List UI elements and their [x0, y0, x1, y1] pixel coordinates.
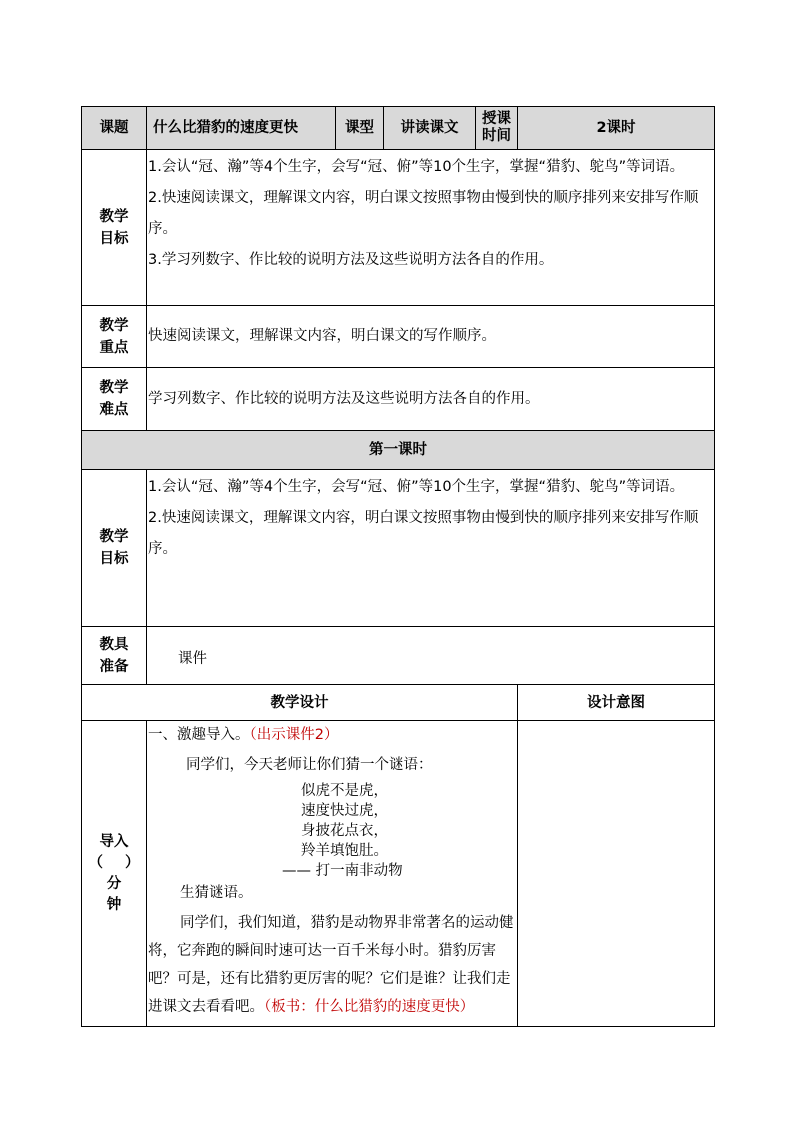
key-points-row [82, 306, 715, 368]
lesson1-goals-row [82, 470, 715, 627]
intro-heading-note: （出示课件2） [249, 727, 339, 743]
intro-label-line3: 钟 [106, 896, 122, 913]
intro-student: 生猜谜语。 [180, 885, 253, 901]
lesson1-goals-label [82, 470, 147, 627]
intro-lead: 同学们，今天老师让你们猜一个谜语： [186, 757, 433, 773]
type-label: 课型 [336, 107, 384, 150]
intro-paren-open: （ [88, 854, 103, 871]
key-points-label-text: 教学重点 [99, 317, 129, 356]
design-header-left: 教学设计 [82, 685, 518, 721]
riddle-answer: —— 打一南非动物 [282, 863, 403, 879]
goals-label-text: 教学目标 [99, 208, 129, 247]
lesson-plan-table [81, 106, 715, 1027]
lesson1-goals-content [147, 470, 715, 627]
lesson1-title-row [82, 431, 715, 470]
goals-label [82, 150, 147, 306]
goals-content [147, 150, 715, 306]
time-value: 2课时 [518, 107, 715, 150]
goal-item-3: 3.学习列数字、作比较的说明方法及这些说明方法各自的作用。 [148, 252, 554, 268]
difficulties-row [82, 368, 715, 431]
intro-heading [148, 721, 515, 749]
tools-label [82, 627, 147, 685]
intro-content [147, 721, 518, 1027]
riddle-line-1: 似虎不是虎， [301, 783, 388, 799]
lesson1-title: 第一课时 [82, 431, 715, 470]
riddle [148, 781, 515, 881]
intro-label-line1: 导入 [99, 833, 129, 850]
key-points-text: 快速阅读课文，理解课文内容，明白课文的写作顺序。 [147, 306, 715, 368]
design-header-right: 设计意图 [518, 685, 715, 721]
lesson1-goal-item-1: 1.会认“冠、瀚”等4个生字，会写“冠、俯”等10个生字，掌握“猎豹、鸵鸟”等词语。 [148, 479, 685, 495]
course-title: 什么比猎豹的速度更快 [147, 107, 336, 150]
riddle-line-2: 速度快过虎， [301, 803, 388, 819]
lesson1-goal-item-2: 2.快速阅读课文，理解课文内容，明白课文按照事物由慢到快的顺序排列来安排写作顺序。 [148, 510, 699, 557]
intro-paragraph-text: 同学们，我们知道，猎豹是动物界非常著名的运动健将，它奔跑的瞬间时速可达一百千米每小时。猎豹厉害吧？可是，还有比猎豹更厉害的呢？它们是谁？让我们走进课文去看看吧。 [148, 915, 514, 1015]
intro-paren-close: ）分 [106, 854, 140, 892]
difficulties-text: 学习列数字、作比较的说明方法及这些说明方法各自的作用。 [147, 368, 715, 431]
intro-row [82, 721, 715, 1027]
type-value: 讲读课文 [384, 107, 476, 150]
difficulties-label [82, 368, 147, 431]
tools-label-text: 教具准备 [99, 636, 129, 675]
intro-design-intent [518, 721, 715, 1027]
riddle-line-3: 身披花点衣， [301, 823, 388, 839]
intro-paragraph [148, 905, 515, 1021]
goal-item-2: 2.快速阅读课文，理解课文内容，明白课文按照事物由慢到快的顺序排列来安排写作顺序。 [148, 190, 699, 237]
intro-label-line2 [82, 853, 146, 895]
goal-item-1: 1.会认“冠、瀚”等4个生字，会写“冠、俯”等10个生字，掌握“猎豹、鸵鸟”等词语。 [148, 159, 685, 175]
riddle-line-4: 羚羊填饱肚。 [301, 843, 388, 859]
intro-heading-text: 一、激趣导入。 [148, 727, 250, 743]
intro-label [82, 721, 147, 1027]
course-label: 课题 [82, 107, 147, 150]
difficulties-label-text: 教学难点 [99, 380, 129, 418]
header-row [82, 107, 715, 150]
tools-row [82, 627, 715, 685]
time-label: 授课时间 [476, 107, 518, 150]
key-points-label [82, 306, 147, 368]
design-header-row [82, 685, 715, 721]
tools-value: 课件 [147, 627, 715, 685]
intro-board-note: （板书：什么比猎豹的速度更快） [264, 999, 475, 1015]
goals-row [82, 150, 715, 306]
lesson1-goals-label-text: 教学目标 [99, 529, 129, 567]
